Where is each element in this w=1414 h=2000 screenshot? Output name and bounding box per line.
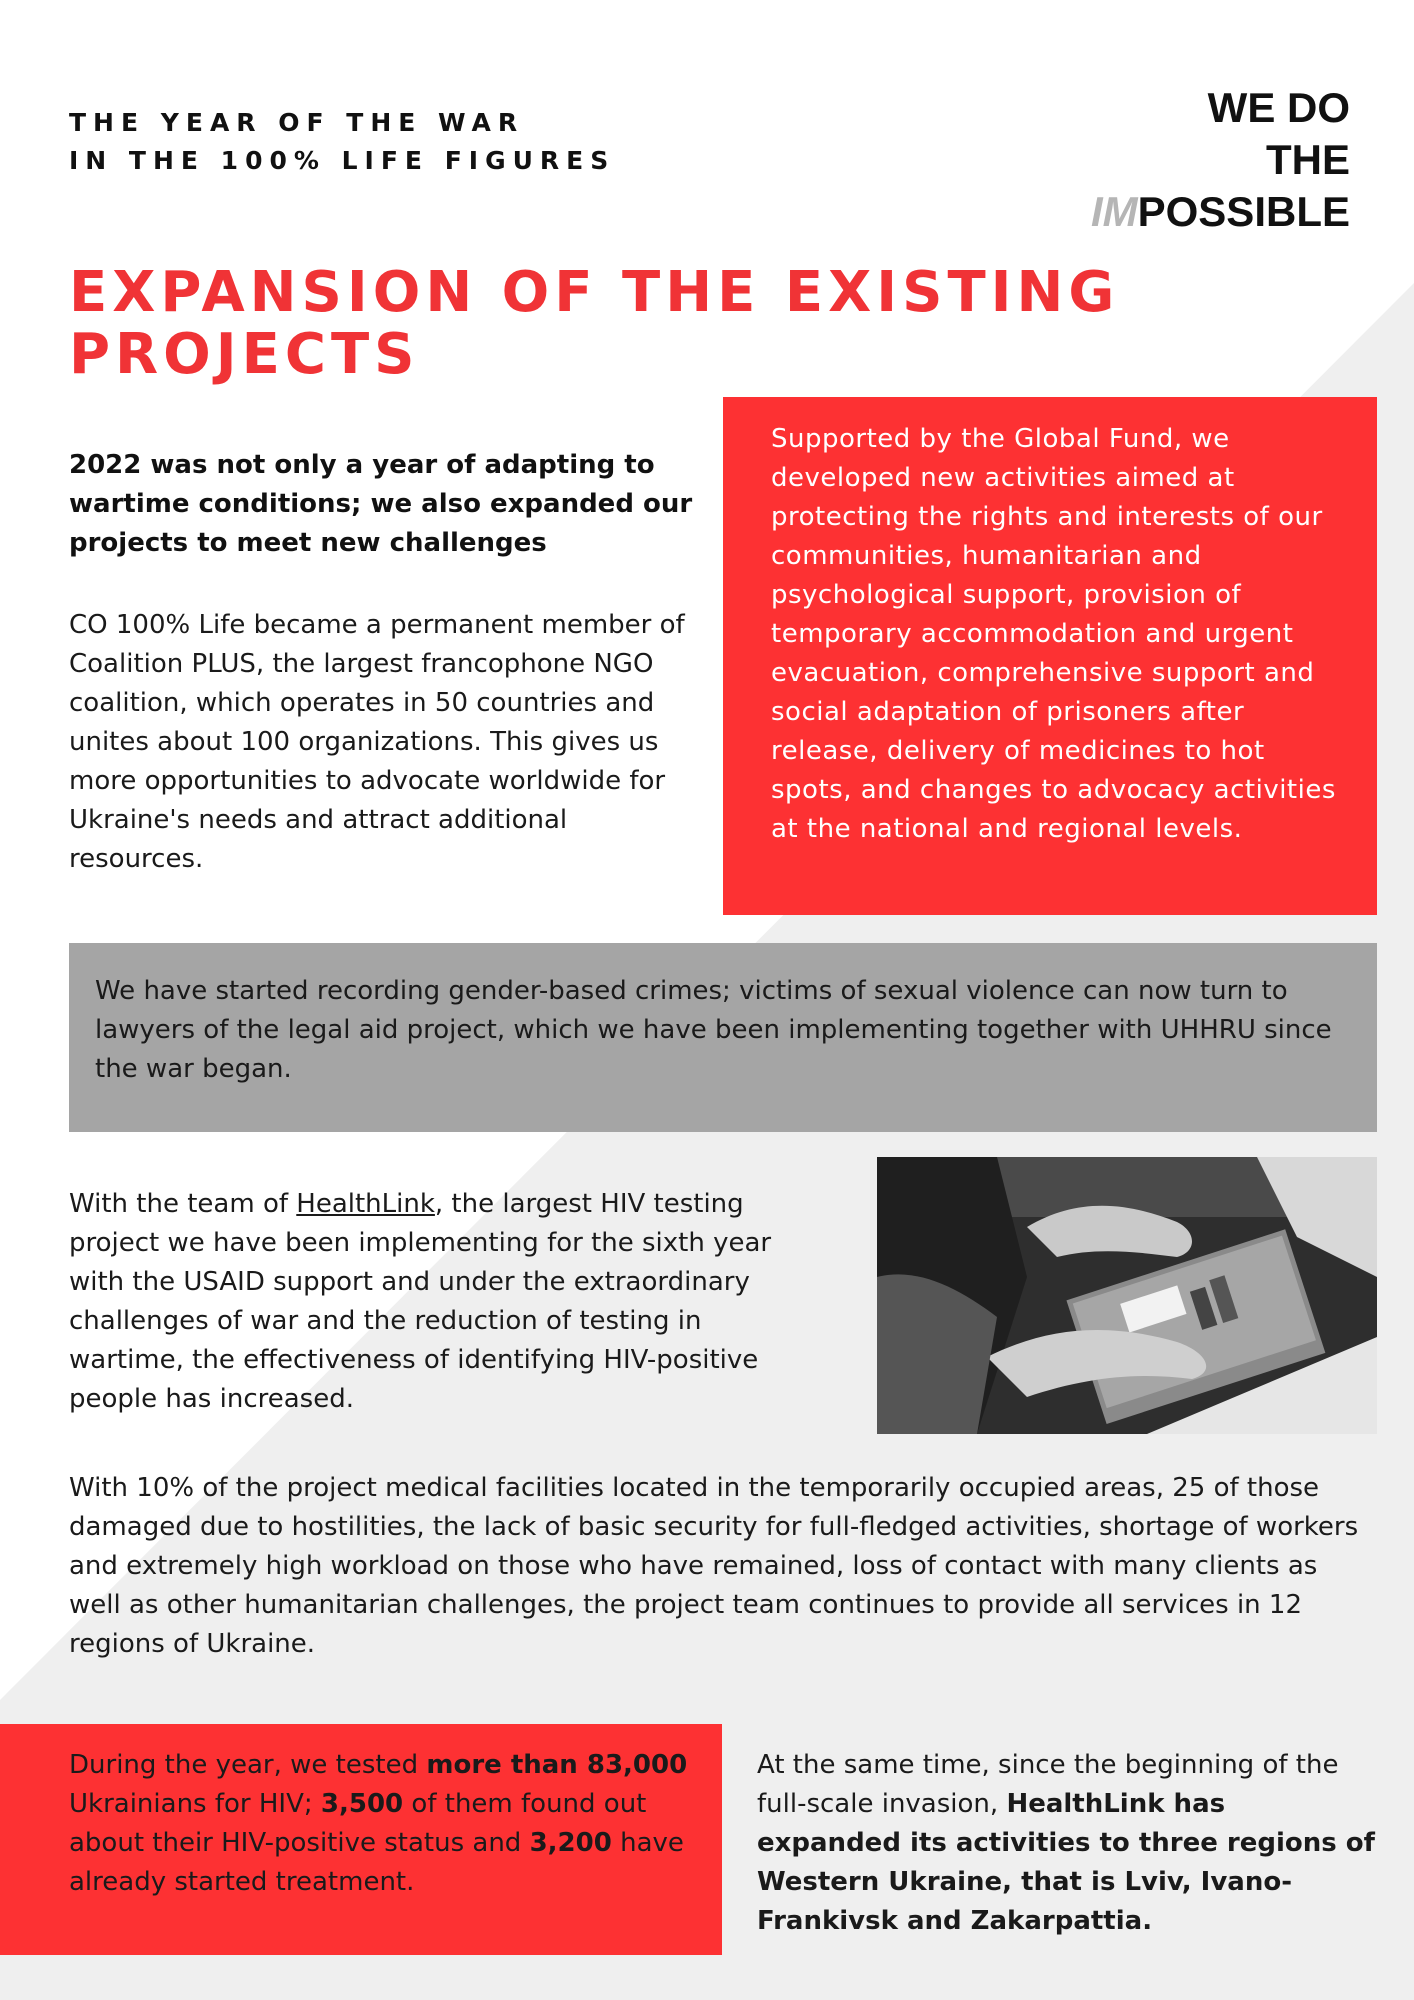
kicker-line-2: IN THE 100% LIFE FIGURES: [69, 146, 616, 175]
testing-text-2: Ukrainians for HIV;: [69, 1789, 321, 1819]
expansion-bold: HealthLink has expanded its activities to three regions of Western Ukraine, that is Lviv, Ivano-Frankivsk and Zakarpattia.: [757, 1789, 1375, 1936]
expansion-paragraph: [757, 1724, 1377, 1941]
testing-text-3: of them found out about their HIV-positive status and: [69, 1789, 647, 1858]
testing-results-box: [0, 1724, 722, 1955]
global-fund-box: [723, 397, 1377, 915]
healthlink-pre: With the team of: [69, 1189, 297, 1219]
kicker-line-1: THE YEAR OF THE WAR: [69, 108, 525, 137]
treatment-count: 3,200: [529, 1828, 612, 1858]
logo-possible: POSSIBLE: [1137, 188, 1350, 235]
photo-illustration: [877, 1157, 1377, 1434]
document-kicker: [69, 104, 615, 180]
healthlink-link[interactable]: HealthLink: [296, 1189, 435, 1219]
gender-crimes-text: We have started recording gender-based crimes; victims of sexual violence can now turn to lawyers of the legal aid project, which we have been implementing together with UHHRU since the war began.: [95, 976, 1332, 1084]
healthlink-post: , the largest HIV testing project we have been implementing for the sixth year with the USAID support and under the extraordinary challenges of war and the reduction of testing in wartime, the effectiveness of identifying HIV-positive people has increased.: [69, 1189, 772, 1414]
logo-im: IM: [1090, 188, 1138, 235]
testing-text-4: have already started treatment.: [69, 1828, 684, 1897]
title-line-2: PROJECTS: [69, 322, 420, 387]
logo-line-2: [1040, 134, 1350, 238]
we-do-the-impossible-logo: [1040, 82, 1350, 238]
hiv-test-kit-photo: [877, 1157, 1377, 1434]
global-fund-text: Supported by the Global Fund, we developed new activities aimed at protecting the rights and interests of our communities, humanitarian and psychological support, provision of temporary accommodation and urgent evacuation, comprehensive support and social adaptation of prisoners after release, delivery of medicines to hot spots, and changes to advocacy activities at the national and regional levels.: [771, 424, 1336, 844]
title-line-1: EXPANSION OF THE EXISTING: [69, 260, 1120, 325]
coalition-paragraph: CO 100% Life became a permanent member of Coalition PLUS, the largest francophone NGO coalition, which operates in 50 countries and unites about 100 organizations. This gives us more opportunities to advocate worldwide for Ukraine's needs and attract additional resources.: [69, 610, 685, 874]
tested-count: more than 83,000: [426, 1750, 688, 1780]
facilities-paragraph: With 10% of the project medical facilities located in the temporarily occupied areas, 25 of those damaged due to hostilities, the lack of basic security for full-fledged activities, shortage of workers and extremely high workload on those who have remained, loss of contact with many clients as well as other humanitarian challenges, the project team continues to provide all services in 12 regions of Ukraine.: [69, 1473, 1359, 1659]
logo-the: THE: [1266, 136, 1350, 183]
page-title: [69, 262, 1169, 386]
healthlink-paragraph: [69, 1185, 789, 1419]
logo-line-1: WE DO: [1207, 84, 1350, 131]
testing-results-text: [69, 1746, 692, 1902]
lead-paragraph: 2022 was not only a year of adapting to wartime conditions; we also expanded our projects to meet new challenges: [69, 450, 693, 558]
testing-text-1: During the year, we tested: [69, 1750, 427, 1780]
positive-count: 3,500: [320, 1789, 404, 1819]
gender-crimes-box: [69, 943, 1377, 1132]
expansion-pre: At the same time, since the beginning of the full-scale invasion,: [757, 1750, 1339, 1819]
